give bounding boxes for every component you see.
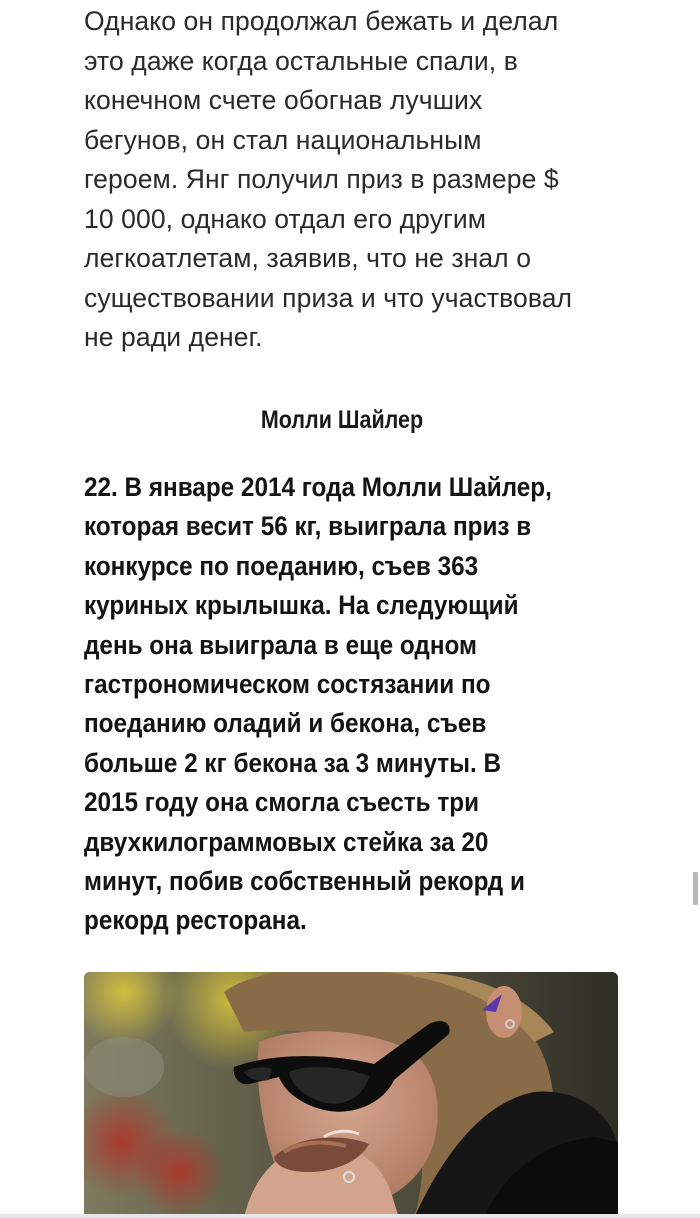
text-line: куриных крылышка. На следующий	[84, 590, 519, 621]
text-line: легкоатлетам, заявив, что не знал о	[84, 243, 532, 273]
article-body	[84, 0, 624, 936]
text-line: 22. В январе 2014 года Молли Шайлер,	[84, 472, 552, 502]
text-line: гастрономическом состязании по	[84, 669, 491, 700]
text-line: героем. Янг получил приз в размере $	[84, 164, 559, 194]
article-paragraph	[84, 0, 624, 358]
text-line: 10 000, однако отдал его другим	[84, 203, 487, 234]
section-heading: Молли Шайлер	[260, 406, 424, 434]
text-line: Однако он продолжал бежать и делал	[84, 6, 559, 36]
text-line: больше 2 кг бекона за 3 минуты. В	[84, 747, 501, 778]
bottom-divider	[0, 1214, 700, 1218]
text-line: это даже когда остальные спали, в	[84, 45, 518, 76]
text-line: которая весит 56 кг, выиграла приз в	[84, 511, 532, 542]
text-line: день она выиграла в еще одном	[84, 629, 478, 660]
text-line: поеданию оладий и бекона, съев	[84, 708, 487, 739]
photo-illustration	[84, 972, 618, 1218]
text-line: конкурсе по поеданию, съев 363	[84, 550, 479, 581]
fact-paragraph	[84, 468, 604, 941]
text-line: бегунов, он стал национальным	[84, 124, 482, 155]
text-line: конечном счете обогнав лучших	[84, 85, 483, 115]
text-line: двухкилограммовых стейка за 20	[84, 826, 489, 857]
text-line: 2015 году она смогла съесть три	[84, 787, 480, 818]
text-line: существовании приза и что участвовал	[84, 282, 573, 313]
text-line: рекорд ресторана.	[84, 905, 307, 936]
article-photo[interactable]	[84, 972, 618, 1218]
text-line: не ради денег.	[84, 322, 263, 352]
scrollbar-thumb[interactable]	[693, 872, 698, 905]
text-line: минут, побив собственный рекорд и	[84, 866, 525, 897]
